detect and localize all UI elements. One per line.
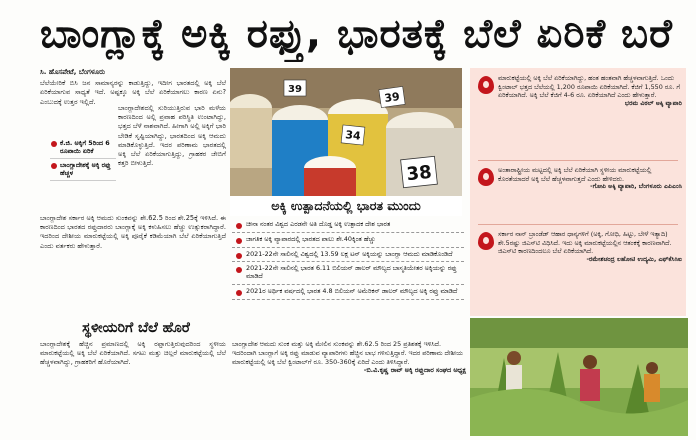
- divider: [478, 160, 678, 161]
- price-tag: 39: [288, 84, 302, 95]
- paddy-field-illustration: [470, 318, 688, 436]
- sub-article: [40, 340, 226, 438]
- quote-text: ಸರ್ಕಾರ ನಾನ್ ಬ್ರಾಂಡೆಡ್ ಆಹಾರ ಧಾನ್ಯಗಳಿಗೆ (ಅಕ್ಕಿ, ಗೋಧಿ, ಹಿಟ್ಟು, ಬೇಳೆ ಇತ್ಯಾದಿ) ಶೇ.5ರಷ್ಟು ಜಿಎಸ್‌ಟಿ ವಿಧಿಸಿದೆ. ಇದು ಅಕ್ಕಿ ಮಾರುಕಟ್ಟೆಯಲ್ಲಿನ ಆತಂಕಕ್ಕೆ ಕಾರಣವಾಗಿದೆ. ಜಿಎಸ್‌ಟಿ ಕಾರಣದಿಂದಲೂ ಬೆಲೆ ಏರಿಕೆಯಾಗಿದೆ.: [498, 230, 672, 256]
- left-column-mid: [118, 104, 226, 214]
- headline: ಬಾಂಗ್ಲಾಕ್ಕೆ ಅಕ್ಕಿ ರಫ್ತು, ಭಾರತಕ್ಕೆ ಬೆಲೆ ಏರಿಕೆ ಬರೆ: [40, 11, 673, 57]
- paddy-field-photo: [470, 318, 688, 436]
- fact-point: ಜಾಗತಿಕ ಅಕ್ಕಿ ವ್ಯಾಪಾರದಲ್ಲಿ ಭಾರತದ ಪಾಲು ಶೇ.40ಕ್ಕಿಂತ ಹೆಚ್ಚು: [232, 233, 464, 248]
- fact-point: 2021ರ ಅರ್ಥಿಕ ವರ್ಷದಲ್ಲಿ ಭಾರತ 4.8 ಬಿಲಿಯನ್ ಅಮೆರಿಕನ್ ಡಾಲರ್ ಮೌಲ್ಯದ ಅಕ್ಕಿ ರಫ್ತು ಮಾಡಿದೆ: [232, 285, 464, 300]
- bottom-article: [232, 340, 466, 438]
- quote-block: [478, 230, 682, 264]
- price-tag: 38: [405, 161, 433, 186]
- quote-block: [478, 166, 682, 192]
- callout-box: [50, 137, 116, 205]
- article-paragraph: ಬೆಲೆಯೇರಿಕೆ ಬಿಸಿ ಜನ ಸಾಮಾನ್ಯರನ್ನು ಕಾಡುತ್ತಿದ್ದು, ಇದೀಗ ಭಾರತದಲ್ಲಿ ಅಕ್ಕಿ ಬೆಲೆ ಏರಿಕೆಯಾಗುವ ಸಾಧ್ಯತೆ ಇದೆ. ಅಷ್ಟಕ್ಕೂ ಅಕ್ಕಿ ಬೆಲೆ ಏರಿಕೆಯಾಗಲು ಕಾರಣ ಏನು? ಎಂಬುದಕ್ಕೆ ಉತ್ತರ ಇಲ್ಲಿದೆ.: [40, 79, 226, 106]
- byline-author: ಸಿ. ಹೊಸಪೇಟೆ, ಬೆಂಗಳೂರು: [40, 68, 106, 76]
- article-paragraph: ಬಾಂಗ್ಲಾದೇಶಕ್ಕೆ ಹೆಚ್ಚಿನ ಪ್ರಮಾಣದಲ್ಲಿ ಅಕ್ಕಿ ರಫ್ತಾಗುತ್ತಿರುವುದರಿಂದ ಸ್ಥಳೀಯ ಮಾರುಕಟ್ಟೆಯಲ್ಲಿ ಅಕ್ಕಿ ಬೆಲೆ ಏರಿಕೆಯಾಗಿದೆ. ಸಗಟು ಮತ್ತು ಚಿಲ್ಲರೆ ಮಾರುಕಟ್ಟೆಯಲ್ಲಿ ಬೆಲೆ ಹೆಚ್ಚಳವಾಗಿದ್ದು, ಗ್ರಾಹಕರಿಗೆ ಹೊರೆಯಾಗಿದೆ.: [40, 340, 226, 367]
- sub-headline: ಸ್ಥಳೀಯರಿಗೆ ಬೆಲೆ ಹೊರೆ: [82, 320, 190, 336]
- quote-text: ಅಂತಾರಾಷ್ಟ್ರೀಯ ಮಟ್ಟದಲ್ಲಿ ಅಕ್ಕಿ ಬೆಲೆ ಏರಿಕೆಯಾಗಿ ಸ್ಥಳೀಯ ಮಾರುಕಟ್ಟೆಯಲ್ಲಿ ಕೊರತೆಯಾದರೆ ಅಕ್ಕಿ ಬೆಲೆ ಹೆಚ್ಚಳವಾಗುತ್ತದೆ ಎಂದು ಹೇಳಿದರು.: [498, 166, 652, 183]
- fact-point: ಚೀನಾ ನಂತರ ವಿಶ್ವದ ಎರಡನೇ ಅತಿ ದೊಡ್ಡ ಅಕ್ಕಿ ಉತ್ಪಾದಕ ದೇಶ ಭಾರತ: [232, 218, 464, 233]
- quote-block: [478, 74, 682, 108]
- article-signature: -ಬಿ.ವಿ.ಕೃಷ್ಣ ರಾವ್ ಅಕ್ಕಿ ರಫ್ತುದಾರ ಸಂಘದ ಅಧ್ಯಕ್ಷ: [363, 366, 466, 375]
- quote-signature: ಭರಮ ವಿಠಲ್ ಅಕ್ಕಿ ವ್ಯಾಪಾರಿ: [624, 99, 682, 107]
- quote-text: ಮಾರುಕಟ್ಟೆಯಲ್ಲಿ ಅಕ್ಕಿ ಬೆಲೆ ಏರಿಕೆಯಾಗಿದ್ದು, ಹಂತ ಹಂತವಾಗಿ ಹೆಚ್ಚಳವಾಗುತ್ತಿದೆ. ಒಂದು ಕ್ವಿಂಟಾಲ್ ಭತ್ತದ ಬೆಲೆಯಲ್ಲಿ 1,200 ರೂಪಾಯಿ ಏರಿಕೆಯಾಗಿದೆ. ಕೆಜಿಗೆ 1,550 ರೂ. ಗೆ ಏರಿಕೆಯಾಗಿದೆ. ಅಕ್ಕಿ ಬೆಲೆ ಕೆಜಿಗೆ 4-6 ರೂ. ಏರಿಕೆಯಾಗಿದೆ ಎಂದು ಹೇಳುತ್ತಾರೆ.: [498, 74, 681, 100]
- rice-sacks-photo: [230, 68, 462, 196]
- rice-caption: ಅಕ್ಕಿ ಉತ್ಪಾದನೆಯಲ್ಲಿ ಭಾರತ ಮುಂದು: [230, 196, 462, 216]
- price-tag: 39: [383, 89, 401, 105]
- quote-mark-icon: [478, 168, 494, 186]
- quote-mark-icon: [478, 232, 494, 250]
- byline: [40, 68, 226, 77]
- article-paragraph: ಬಾಂಗ್ಲಾದೇಶ ಆಮದು ಸುಂಕ ಮತ್ತು ಅಕ್ಕಿ ಮೇಲಿನ ಸುಂಕವನ್ನು ಶೇ.62.5 ರಿಂದ 25 ಪ್ರತಿಶತಕ್ಕೆ ಇಳಿಸಿದೆ. ಇದರಿಂದಾಗಿ ಬಾಂಗ್ಲಾಗೆ ಅಕ್ಕಿ ರಫ್ತು ಮಾಡುವ ವ್ಯಾಪಾರಿಗಳು ಹೆಚ್ಚಿನ ಲಾಭ ಗಳಿಸುತ್ತಿದ್ದಾರೆ. ಇದರ ಪರಿಣಾಮ ದೇಶೀಯ ಮಾರುಕಟ್ಟೆಯಲ್ಲಿ ಅಕ್ಕಿ ಬೆಲೆ ಕ್ವಿಂಟಾಲ್‌ಗೆ ರೂ. 350-360ಕ್ಕೆ ಏರಿದೆ ಎಂದು ತಿಳಿಸಿದ್ದಾರೆ.: [232, 340, 463, 366]
- quotes-box: [470, 68, 686, 316]
- callout-item: ಕೆ.ಜಿ. ಅಕ್ಕಿಗೆ 5ರಿಂದ 6 ರೂಪಾಯಿ ಏರಿಕೆ: [50, 137, 116, 159]
- fact-point: 2021-22ನೇ ಸಾಲಿನಲ್ಲಿ ಭಾರತ 6.11 ಬಿಲಿಯನ್ ಡಾಲರ್ ಮೌಲ್ಯದ ಬಾಸ್ಮತಿಯೇತರ ಅಕ್ಕಿಯನ್ನು ರಫ್ತು ಮಾಡಿದೆ: [232, 262, 464, 285]
- article-paragraph: ಬಾಂಗ್ಲಾದೇಶ ಸರ್ಕಾರ ಅಕ್ಕಿ ಆಮದು ಸುಂಕವನ್ನು ಶೇ.62.5 ರಿಂದ ಶೇ.25ಕ್ಕೆ ಇಳಿಸಿದೆ. ಈ ಕಾರಣದಿಂದ ಭಾರತದ ರಫ್ತುದಾರರು ಬಾಂಗ್ಲಾಕ್ಕೆ ಅಕ್ಕಿ ಕಳುಹಿಸಲು ಹೆಚ್ಚು ಉತ್ಸುಕರಾಗಿದ್ದಾರೆ. ಇದರಿಂದ ದೇಶೀಯ ಮಾರುಕಟ್ಟೆಯಲ್ಲಿ ಅಕ್ಕಿ ಪೂರೈಕೆ ಕಡಿಮೆಯಾಗಿ ಬೆಲೆ ಏರಿಕೆಯಾಗುತ್ತಿದೆ ಎಂದು ವರ್ತಕರು ಹೇಳುತ್ತಾರೆ.: [40, 214, 226, 250]
- quote-mark-icon: [478, 76, 494, 94]
- quote-signature: -ರಮೇಶಚಂದ್ರ ಲಹೋಟಿ ಉದ್ಯಮಿ, ಎಫ್‌ಕೆಸಿಸಿಐ: [586, 255, 682, 263]
- callout-item: ಬಾಂಗ್ಲಾದೇಶಕ್ಕೆ ಅಕ್ಕಿ ರಫ್ತು ಹೆಚ್ಚಳ: [50, 159, 116, 181]
- price-tag: 34: [344, 128, 362, 143]
- fact-points: [232, 218, 464, 336]
- rice-sacks-illustration: [230, 68, 462, 196]
- left-column-lower: [40, 214, 226, 316]
- divider: [478, 224, 678, 225]
- article-paragraph: ಬಾಂಗ್ಲಾದೇಶದಲ್ಲಿ ಸುರಿಯುತ್ತಿರುವ ಭಾರಿ ಮಳೆಯ ಕಾರಣದಿಂದ ಅಲ್ಲಿ ಪ್ರವಾಹ ಪರಿಸ್ಥಿತಿ ಉಂಟಾಗಿದ್ದು, ಭತ್ತದ ಬೆಳೆ ನಾಶವಾಗಿದೆ. ಹೀಗಾಗಿ ಅಲ್ಲಿ ಅಕ್ಕಿಗೆ ಭಾರಿ ಬೇಡಿಕೆ ಸೃಷ್ಟಿಯಾಗಿದ್ದು, ಭಾರತದಿಂದ ಅಕ್ಕಿ ಆಮದು ಮಾಡಿಕೊಳ್ಳುತ್ತಿದೆ. ಇದರ ಪರಿಣಾಮ ಭಾರತದಲ್ಲಿ ಅಕ್ಕಿ ಬೆಲೆ ಏರಿಕೆಯಾಗುತ್ತಿದ್ದು, ಗ್ರಾಹಕರ ಜೇಬಿಗೆ ಕತ್ತರಿ ಬೀಳುತ್ತಿದೆ.: [118, 104, 226, 168]
- quote-signature: -ಗೋಪಿ ಅಕ್ಕಿ ವ್ಯಾಪಾರಿ, ಬೆಂಗಳೂರು ಎಪಿಎಂಸಿ: [590, 183, 682, 191]
- fact-point: 2021-22ನೇ ಸಾಲಿನಲ್ಲಿ ವಿಶ್ವದಲ್ಲಿ 13.59 ಲಕ್ಷ ಟನ್ ಅಕ್ಕಿಯನ್ನು ಬಾಂಗ್ಲಾ ಆಮದು ಮಾಡಿಕೊಂಡಿದೆ: [232, 248, 464, 263]
